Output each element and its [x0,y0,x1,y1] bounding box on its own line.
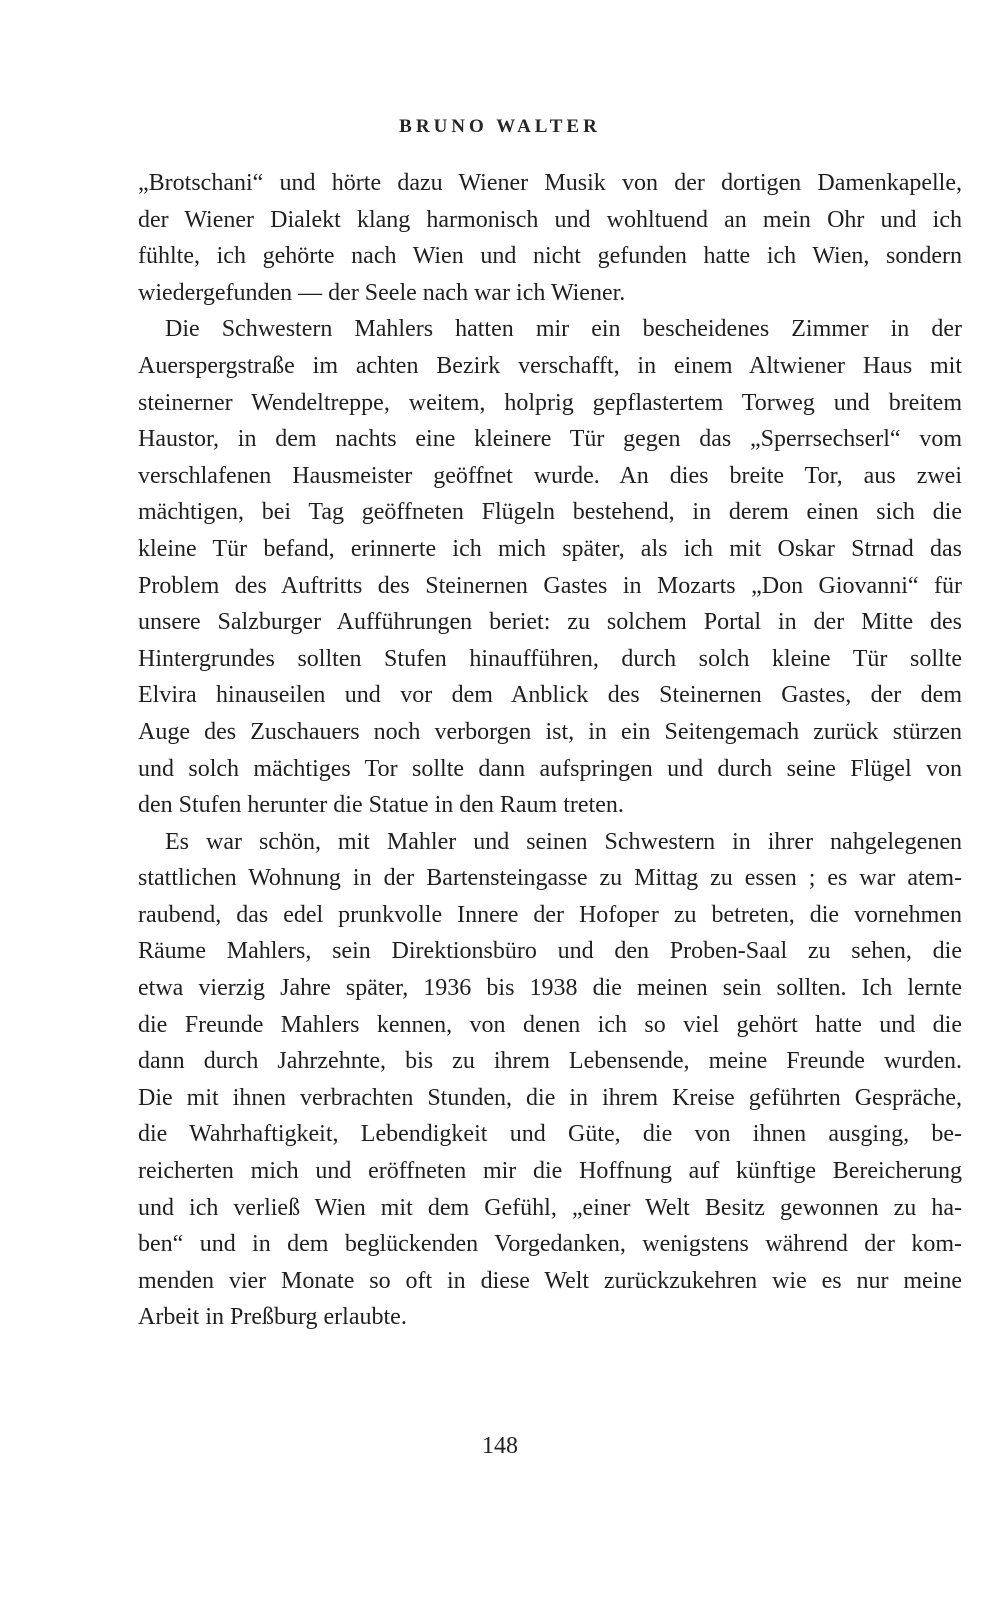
text-line: Die mit ihnen verbrachten Stunden, die in ihrem Kreise geführten Gespräche, [138,1084,962,1111]
text-line: dann durch Jahrzehnte, bis zu ihrem Lebensende, meine Freunde wurden. [138,1048,962,1075]
text-line: unsere Salzburger Aufführungen beriet: zu solchem Portal in der Mitte des [138,609,962,636]
text-line: Hintergrundes sollten Stufen hinaufführen, durch solch kleine Tür sollte [138,645,962,672]
text-line: die Wahrhaftigkeit, Lebendigkeit und Güte, die von ihnen ausging, be- [138,1121,962,1148]
text-line: etwa vierzig Jahre später, 1936 bis 1938 die meinen sein sollten. Ich lernte [138,975,962,1002]
text-line: raubend, das edel prunkvolle Innere der Hofoper zu betreten, die vornehmen [138,901,962,928]
page-number: 148 [482,1433,518,1459]
text-line: ben“ und in dem beglückenden Vorgedanken, wenigstens während der kom- [138,1231,962,1258]
text-line: steinerner Wendeltreppe, weitem, holprig gepflastertem Torweg und breitem [138,389,962,416]
text-line: mächtigen, bei Tag geöffneten Flügeln bestehend, in derem einen sich die [138,499,962,526]
text-line: „Brotschani“ und hörte dazu Wiener Musik von der dortigen Damenkapelle, [138,170,962,196]
text-line: Elvira hinauseilen und vor dem Anblick des Steinernen Gastes, der dem [138,682,962,709]
text-line: kleine Tür befand, erinnerte ich mich später, als ich mit Oskar Strnad das [138,535,962,562]
text-line: verschlafenen Hausmeister geöffnet wurde. An dies breite Tor, aus zwei [138,462,962,489]
text-line: Auerspergstraße im achten Bezirk verschafft, in einem Altwiener Haus mit [138,352,962,379]
text-line: Arbeit in Preßburg erlaubte. [138,1304,407,1331]
running-head: BRUNO WALTER [399,116,601,137]
text-line: Auge des Zuschauers noch verborgen ist, in ein Seitengemach zurück stürzen [138,718,962,745]
text-line: Die Schwestern Mahlers hatten mir ein bescheidenes Zimmer in der [165,316,962,343]
paragraph-1 [138,165,962,311]
text-line: Haustor, in dem nachts eine kleinere Tür gegen das „Sperrsechserl“ vom [138,426,962,453]
text-line: der Wiener Dialekt klang harmonisch und wohltuend an mein Ohr und ich [138,206,962,233]
text-line: reicherten mich und eröffneten mir die Hoffnung auf künftige Bereicherung [138,1158,962,1185]
paragraph-3 [138,824,962,1336]
body-text [138,165,962,1336]
text-line: wiedergefunden — der Seele nach war ich Wiener. [138,279,626,306]
text-line: fühlte, ich gehörte nach Wien und nicht gefunden hatte ich Wien, sondern [138,243,962,270]
text-line: Räume Mahlers, sein Direktionsbüro und den Proben-Saal zu sehen, die [138,938,962,965]
paragraph-2 [138,311,962,823]
text-line: die Freunde Mahlers kennen, von denen ich so viel gehört hatte und die [138,1011,962,1038]
text-line: Problem des Auftritts des Steinernen Gastes in Mozarts „Don Giovanni“ für [138,572,962,599]
text-line: und solch mächtiges Tor sollte dann aufspringen und durch seine Flügel von [138,755,962,782]
text-line: und ich verließ Wien mit dem Gefühl, „einer Welt Besitz gewonnen zu ha- [138,1194,962,1221]
text-line: stattlichen Wohnung in der Bartensteingasse zu Mittag zu essen ; es war atem- [138,865,962,892]
text-line: den Stufen herunter die Statue in den Raum treten. [138,792,624,819]
text-line: menden vier Monate so oft in diese Welt zurückzukehren wie es nur meine [138,1267,962,1294]
text-line: Es war schön, mit Mahler und seinen Schwestern in ihrer nahgelegenen [165,828,962,855]
